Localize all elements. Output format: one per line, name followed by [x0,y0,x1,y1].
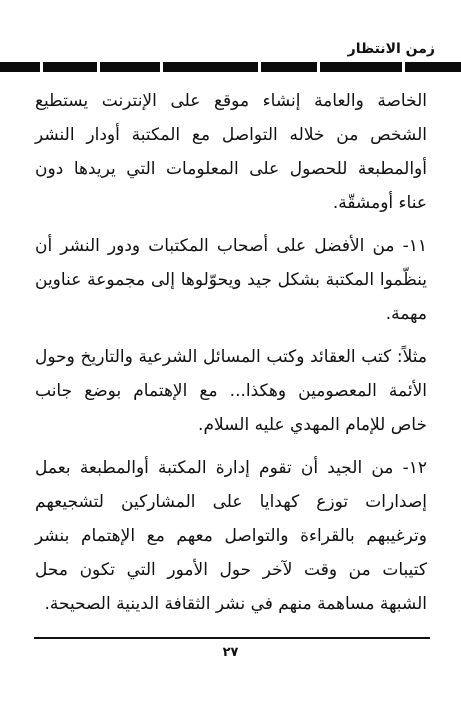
page-body [35,84,427,621]
header-bar-gap [317,62,320,72]
header-bar [0,62,461,72]
running-header-title: زمن الانتظار [347,41,435,57]
paragraph-example: مثلاً: كتب العقائد وكتب المسائل الشرعية والتاريخ وحول الأئمة المعصومين وهكذا... مع الإهتمام بوضع جانب خاص للإمام المهدي عليه السلام. [35,347,427,435]
footer-rule [34,637,430,639]
header-bar-gap [258,62,261,72]
header-bar-gap [402,62,405,72]
paragraph-website: الخاصة والعامة إنشاء موقع على الإنترنت يستطيع الشخص من خلاله التواصل مع المكتبة أودار النشر أوالمطبعة للحصول على المعلومات التي يريدها دون عناء أومشقّة. [35,91,427,213]
paragraph-item-11: ١١- من الأفضل على أصحاب المكتبات ودور النشر أن ينظّموا المكتبة بشكل جيد ويحوّلوها إلى مجموعة عناوين مهمة. [35,236,427,324]
page-number: ٢٧ [222,645,239,660]
header-bar-gap [97,62,100,72]
header-bar-gap [160,62,163,72]
header-bar-gap [40,62,43,72]
paragraph-item-12: ١٢- من الجيد أن تقوم إدارة المكتبة أوالمطبعة بعمل إصدارات توزع كهدايا على المشاركين لتشجيعهم وترغيبهم بالقراءة والتواصل معهم مع الإهتمام بنشر كتيبات من وقت لآخر حول الأمور التي تكون محل الشبهة مساهمة منهم في نشر الثقافة الدينية الصحيحة. [35,458,427,614]
